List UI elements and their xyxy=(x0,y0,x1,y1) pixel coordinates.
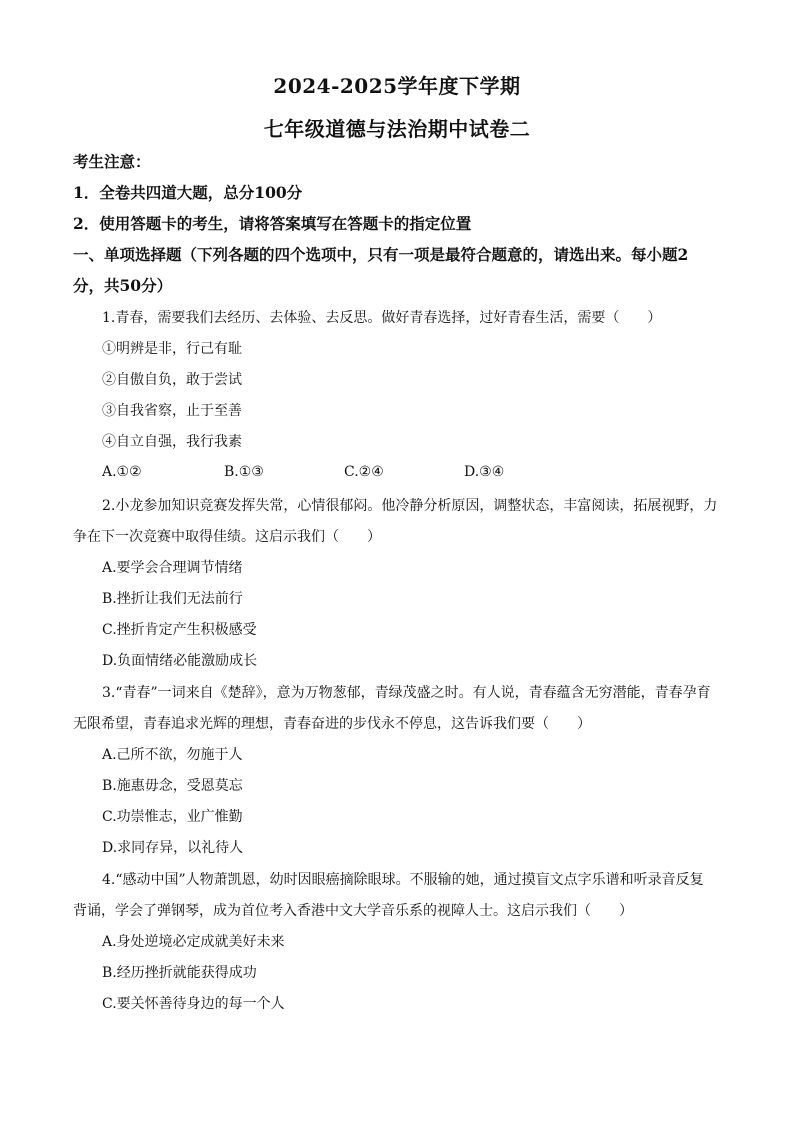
statement: ①明辨是非，行己有耻 xyxy=(102,341,242,357)
option: B.挫折让我们无法前行 xyxy=(102,591,243,607)
statement: ③自我省察，止于至善 xyxy=(102,403,242,419)
question-stem: 2.小龙参加知识竞赛发挥失常，心情很郁闷。他冷静分析原因，调整状态，丰富阅读，拓展视野，力 xyxy=(102,498,718,514)
option: C.②④ xyxy=(344,464,384,480)
option: C.挫折肯定产生积极感受 xyxy=(102,622,257,638)
option: A.己所不欲，勿施于人 xyxy=(102,747,243,763)
option: C.要关怀善待身边的每一个人 xyxy=(102,996,285,1012)
section-heading: 一、单项选择题（下列各题的四个选项中，只有一项是最符合题意的，请选出来。每小题2 xyxy=(73,245,689,264)
question-stem: 4.“感动中国”人物萧凯恩，幼时因眼癌摘除眼球。不服输的她，通过摸盲文点字乐谱和听录音反复 xyxy=(102,872,704,888)
option: D.③④ xyxy=(464,464,505,480)
notice-item: 2．使用答题卡的考生，请将答案填写在答题卡的指定位置 xyxy=(73,214,472,233)
option: A.①② xyxy=(102,464,142,480)
question-stem-cont: 背诵，学会了弹钢琴，成为首位考入香港中文大学音乐系的视障人士。这启示我们（ ） xyxy=(73,903,633,919)
notice-heading: 考生注意： xyxy=(73,152,151,171)
question-stem-cont: 争在下一次竞赛中取得佳绩。这启示我们（ ） xyxy=(73,529,381,545)
option: B.施惠毋念，受恩莫忘 xyxy=(102,778,243,794)
option: A.要学会合理调节情绪 xyxy=(102,560,243,576)
question-stem-cont: 无限希望，青春追求光辉的理想，青春奋进的步伐永不停息，这告诉我们要（ ） xyxy=(73,716,591,732)
notice-item: 1．全卷共四道大题，总分100分 xyxy=(73,183,303,202)
question-stem: 3.“青春”一词来自《楚辞》，意为万物葱郁，青绿茂盛之时。有人说，青春蕴含无穷潜能，青春孕育 xyxy=(102,685,711,701)
option: D.求同存异，以礼待人 xyxy=(102,840,244,856)
statement: ④自立自强，我行我素 xyxy=(102,434,242,450)
option: C.功崇惟志，业广惟勤 xyxy=(102,809,243,825)
option: B.经历挫折就能获得成功 xyxy=(102,965,257,981)
section-heading-cont: 分，共50分） xyxy=(73,276,173,295)
exam-subtitle: 七年级道德与法治期中试卷二 xyxy=(263,117,531,141)
option: A.身处逆境必定成就美好未来 xyxy=(102,934,285,950)
exam-title: 2024-2025学年度下学期 xyxy=(273,74,521,98)
question-stem: 1.青春，需要我们去经历、去体验、去反思。做好青春选择，过好青春生活，需要（ ） xyxy=(102,310,662,326)
option: B.①③ xyxy=(224,464,264,480)
statement: ②自傲自负，敢于尝试 xyxy=(102,372,242,388)
option: D.负面情绪必能激励成长 xyxy=(102,653,258,669)
